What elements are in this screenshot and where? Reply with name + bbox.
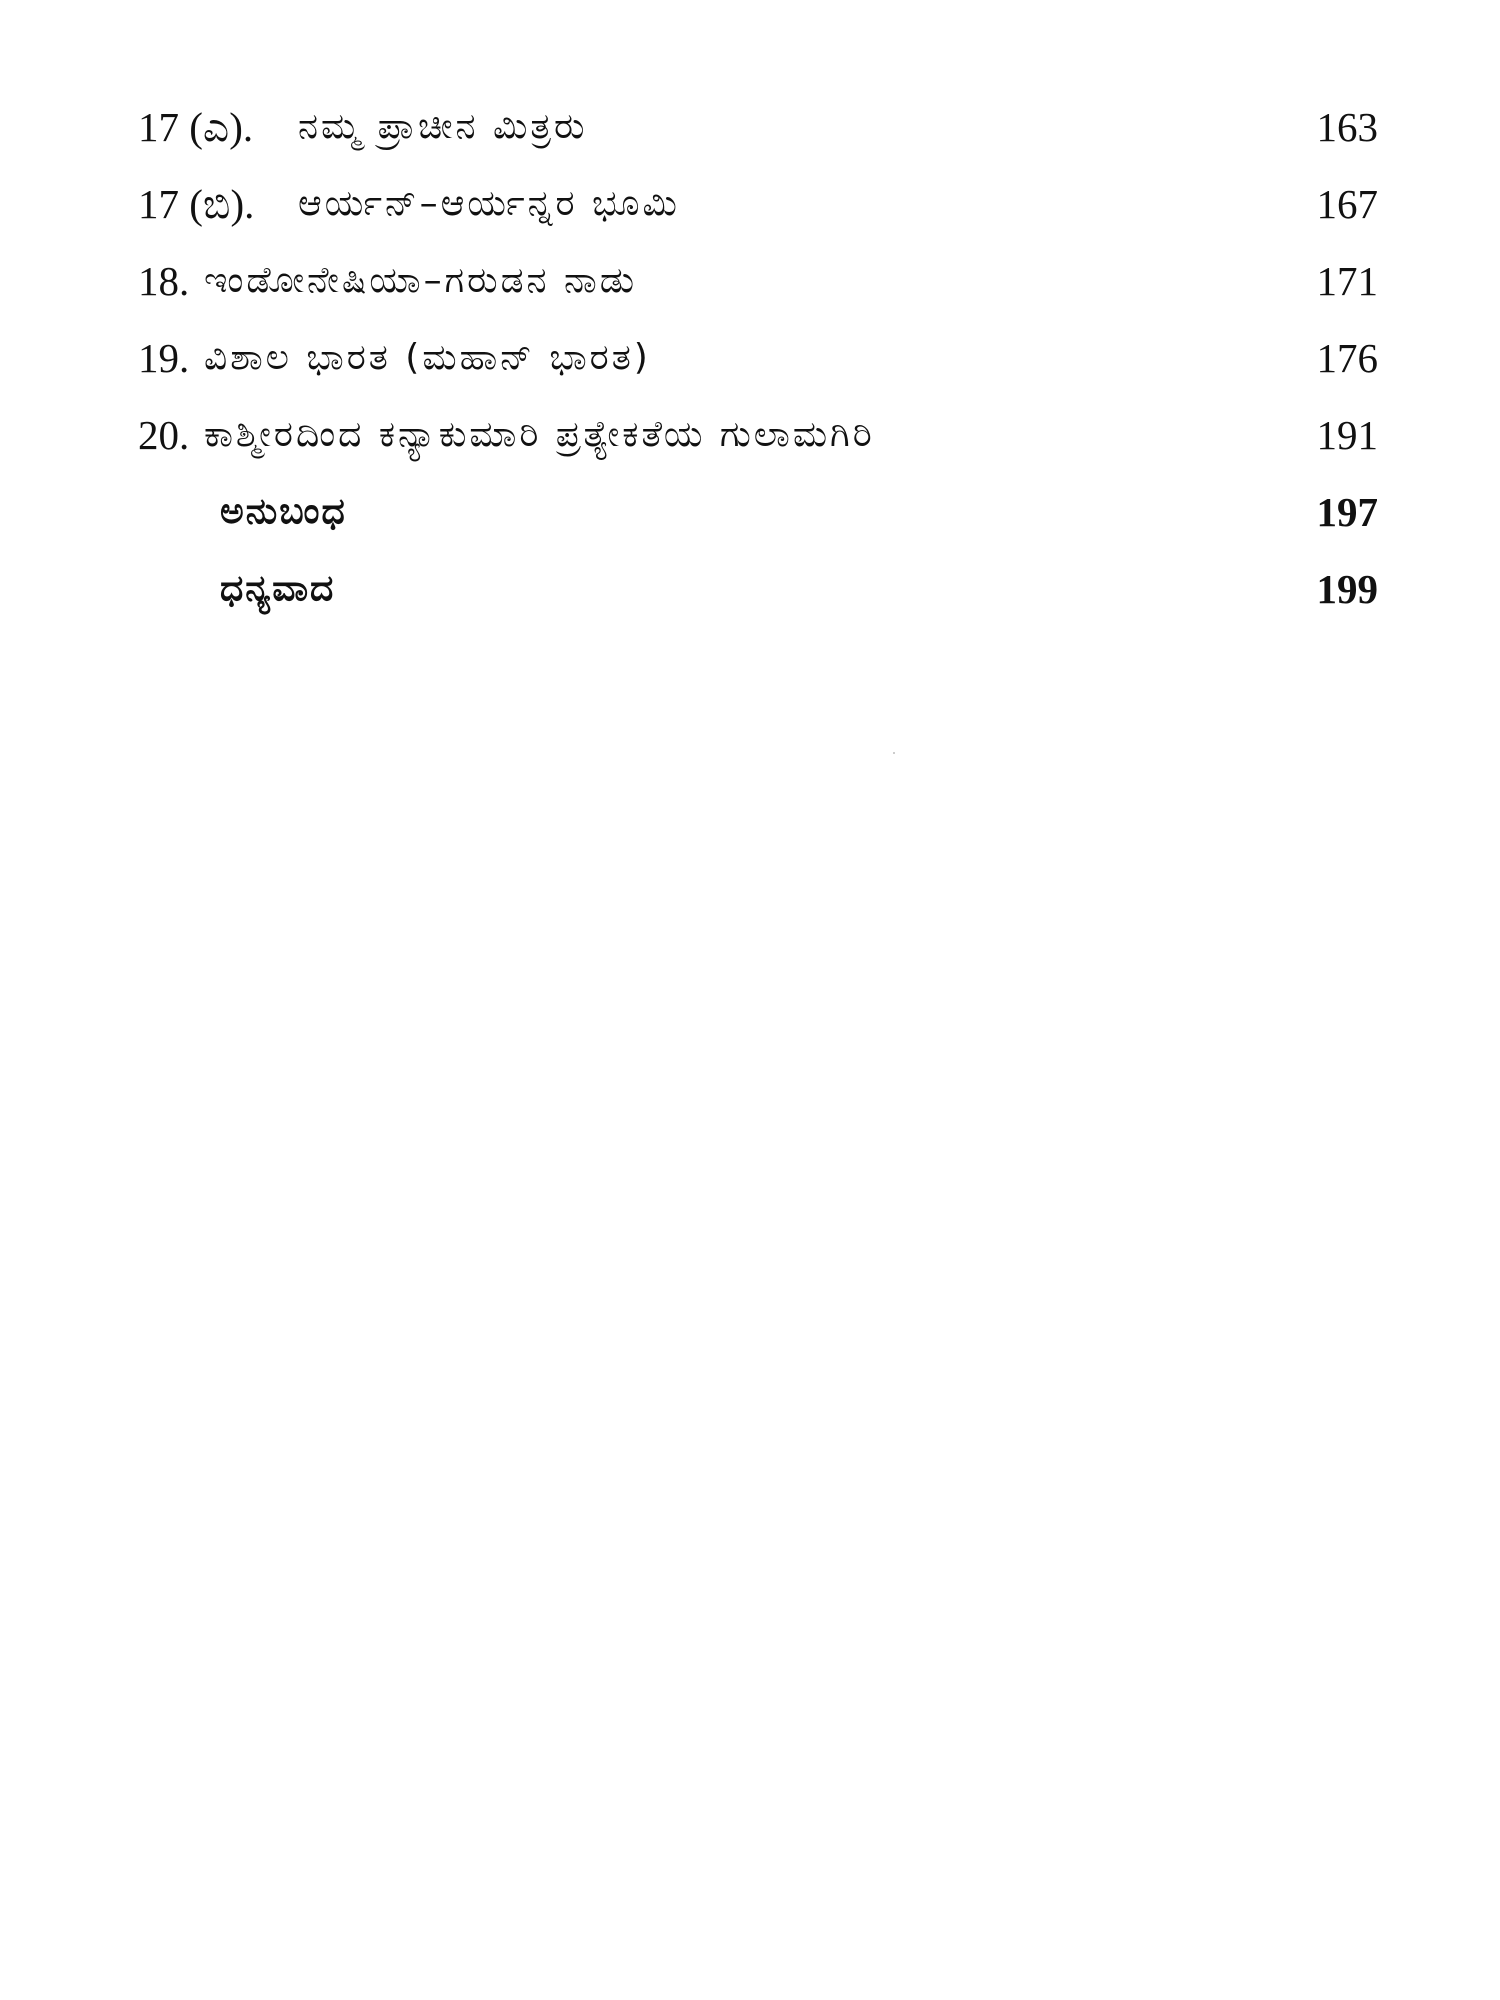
scan-speck <box>893 752 895 754</box>
toc-entry-17a <box>138 100 1378 177</box>
entry-page-number: 199 <box>1316 566 1378 612</box>
entry-number: 20. <box>138 412 190 458</box>
entry-title: ಆರ್ಯನ್–ಆರ್ಯನ್ನರ ಭೂಮಿ <box>298 183 680 224</box>
entry-page-number: 197 <box>1316 489 1378 535</box>
entry-number: 18. <box>138 258 190 304</box>
toc-entry-appendix <box>138 485 1378 562</box>
entry-title: ಧನ್ಯವಾದ <box>220 568 336 609</box>
table-of-contents <box>138 100 1378 639</box>
entry-title: ಅನುಬಂಧ <box>220 491 347 532</box>
toc-entry-19 <box>138 331 1378 408</box>
entry-title: ಕಾಶ್ಮೀರದಿಂದ ಕನ್ಯಾಕುಮಾರಿ ಪ್ರತ್ಯೇಕತೆಯ ಗುಲಾಮಗಿರಿ <box>204 414 875 455</box>
entry-number: 19. <box>138 335 190 381</box>
toc-entry-18 <box>138 254 1378 331</box>
entry-page-number: 163 <box>1316 104 1378 150</box>
entry-number: 17 (ಎ). <box>138 104 254 150</box>
entry-title: ವಿಶಾಲ ಭಾರತ (ಮಹಾನ್ ಭಾರತ) <box>204 337 651 378</box>
entry-page-number: 167 <box>1316 181 1378 227</box>
entry-title: ಇಂಡೋನೇಷಿಯಾ–ಗರುಡನ ನಾಡು <box>204 260 638 301</box>
entry-page-number: 176 <box>1316 335 1378 381</box>
entry-title: ನಮ್ಮ ಪ್ರಾಚೀನ ಮಿತ್ರರು <box>298 106 588 147</box>
entry-number: 17 (ಬಿ). <box>138 181 255 227</box>
toc-entry-20 <box>138 408 1378 485</box>
entry-page-number: 191 <box>1316 412 1378 458</box>
toc-entry-17b <box>138 177 1378 254</box>
toc-entry-acknowledgements <box>138 562 1378 639</box>
entry-page-number: 171 <box>1316 258 1378 304</box>
